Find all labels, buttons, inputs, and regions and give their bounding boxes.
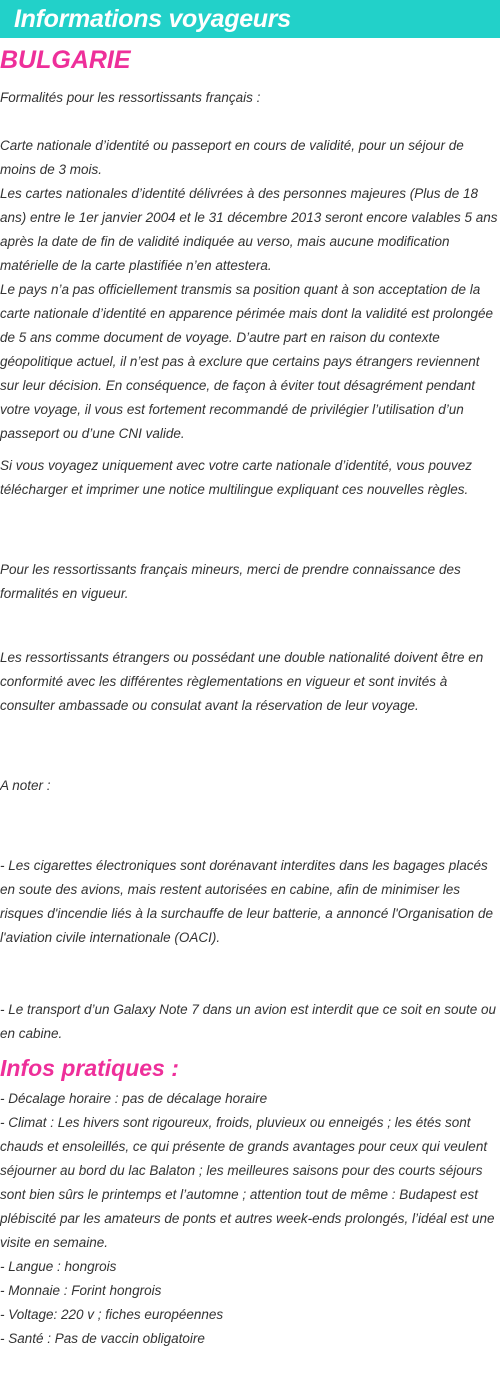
banner-title: Informations voyageurs	[14, 4, 291, 33]
note-galaxy: - Le transport d’un Galaxy Note 7 dans un avion est interdit que ce soit en soute ou en cabine.	[0, 1002, 497, 1041]
info-item: - Climat : Les hivers sont rigoureux, froids, pluvieux ou enneigés ; les étés sont chauds et ensoleillés, ce qui présente de grands avantages pour ceux qui veulent séjourner au bord du lac Balaton ; les meilleures saisons pour des courts séjours sont bien sûrs le printemps et l’automne ; attention tout de même : Budapest est plébiscité par les amateurs de ponts et autres week-ends prolongés, l’idéal est une visite en semaine.	[0, 1115, 495, 1250]
formalite-paragraph: Carte nationale d’identité ou passeport en cours de validité, pour un séjour de moins de 3 mois.	[0, 138, 464, 177]
notice-paragraph: Si vous voyagez uniquement avec votre carte nationale d’identité, vous pouvez télécharger et imprimer une notice multilingue expliquant ces nouvelles règles.	[0, 458, 473, 497]
foreigners-paragraph: Les ressortissants étrangers ou possédant une double nationalité doivent être en conformité avec les différentes règlementations en vigueur et sont invités à consulter ambassade ou consulat avant la réservation de leur voyage.	[0, 650, 484, 713]
info-item: - Voltage: 220 v ; fiches européennes	[0, 1307, 224, 1322]
note-label: A noter :	[0, 778, 51, 793]
infos-pratiques-title: Infos pratiques :	[0, 1055, 179, 1081]
note-cigarettes: - Les cigarettes électroniques sont dorénavant interdites dans les bagages placés en soute des avions, mais restent autorisées en cabine, afin de minimiser les risques d'incendie liés à la surchauffe de leur batterie, a annoncé l'Organisation de l'aviation civile internationale (OACI).	[0, 858, 493, 945]
formalites-block	[0, 134, 500, 446]
info-item: - Santé : Pas de vaccin obligatoire	[0, 1331, 205, 1346]
header-banner	[0, 0, 500, 38]
info-item: - Monnaie : Forint hongrois	[0, 1283, 162, 1298]
infos-list	[0, 1087, 500, 1351]
info-item: - Langue : hongrois	[0, 1259, 117, 1274]
formalite-paragraph: Les cartes nationales d’identité délivrées à des personnes majeures (Plus de 18 ans) entre le 1er janvier 2004 et le 31 décembre 2013 seront encore valables 5 ans après la date de fin de validité indiquée au verso, mais aucune modification matérielle de la carte plastifiée n’en attestera.	[0, 186, 498, 273]
minors-paragraph: Pour les ressortissants français mineurs, merci de prendre connaissance des formalités en vigueur.	[0, 562, 461, 601]
info-item: - Décalage horaire : pas de décalage horaire	[0, 1091, 268, 1106]
formalite-paragraph: Le pays n’a pas officiellement transmis sa position quant à son acceptation de la carte nationale d’identité en apparence périmée mais dont la validité est prolongée de 5 ans comme document de voyage. D’autre part en raison du contexte géopolitique actuel, il n’est pas à exclure que certains pays étrangers reviennent sur leur décision. En conséquence, de façon à éviter tout désagrément pendant votre voyage, il vous est fortement recommandé de privilégier l’utilisation d’un passeport ou d’une CNI valide.	[0, 282, 494, 441]
formalites-intro: Formalités pour les ressortissants français :	[0, 90, 261, 105]
country-title: BULGARIE	[0, 46, 131, 74]
